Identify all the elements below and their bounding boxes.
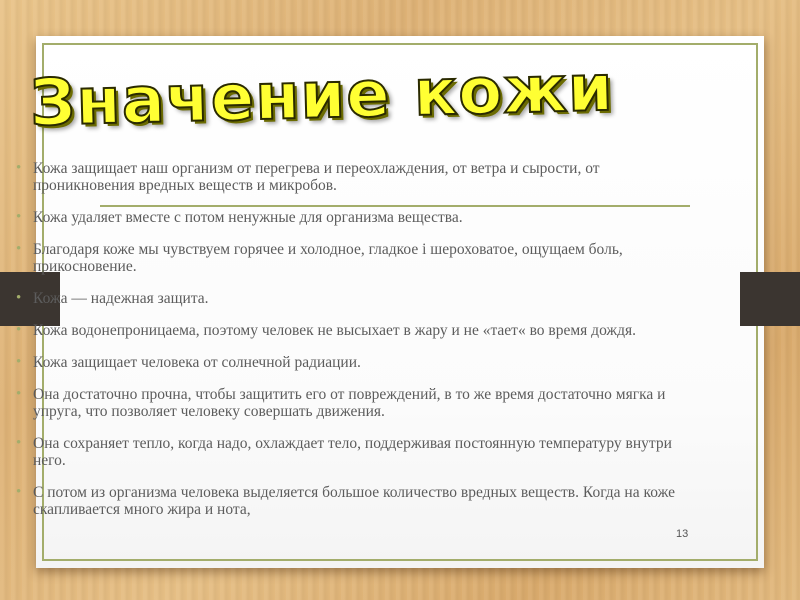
bullet-item [16, 354, 676, 371]
bullet-dot-icon: • [16, 354, 22, 370]
bullet-list [16, 160, 676, 533]
bullet-dot-icon: • [16, 484, 22, 500]
bullet-dot-icon: • [16, 386, 22, 402]
bullet-dot-icon: • [16, 209, 22, 225]
bullet-item [16, 386, 676, 420]
bullet-text: Благодаря коже мы чувствуем горячее и холодное, гладкое і шероховатое, ощущаем боль, прикосновение. [33, 241, 623, 275]
bullet-text: С потом из организма человека выделяется большое количество вредных веществ. Когда на коже скапливается много жира и нота, [33, 484, 675, 518]
slide-title: Значение кожи [29, 51, 615, 141]
bullet-text: Кожа — надежная защита. [33, 290, 209, 307]
bullet-text: Кожа водонепроницаема, поэтому человек не высыхает в жару и не «тает« во время дождя. [33, 322, 637, 339]
bullet-dot-icon: • [16, 435, 22, 451]
bullet-item [16, 241, 676, 275]
bullet-dot-icon: • [16, 160, 22, 176]
bullet-item [16, 322, 676, 339]
bullet-item [16, 290, 676, 307]
page-number: 13 [676, 528, 689, 540]
bullet-dot-icon: • [16, 241, 22, 257]
bullet-item [16, 209, 676, 226]
bullet-text: Она достаточно прочна, чтобы защитить его от повреждений, в то же время достаточно мягка и упруга, что позволяет человеку совершать движения. [33, 386, 666, 420]
bullet-item [16, 435, 676, 469]
bullet-text: Кожа защищает наш организм от перегрева и переохлаждения, от ветра и сырости, от проникновения вредных веществ и микробов. [33, 160, 600, 194]
right-frame-tab [740, 272, 800, 326]
bullet-dot-icon: • [16, 322, 22, 338]
bullet-text: Она сохраняет тепло, когда надо, охлаждает тело, поддерживая постоянную температуру внутри него. [33, 435, 672, 469]
bullet-text: Кожа защищает человека от солнечной радиации. [33, 354, 361, 371]
bullet-dot-icon: • [16, 290, 22, 306]
bullet-item [16, 484, 676, 518]
bullet-item [16, 160, 676, 194]
bullet-text: Кожа удаляет вместе с потом ненужные для организма вещества. [33, 209, 463, 226]
